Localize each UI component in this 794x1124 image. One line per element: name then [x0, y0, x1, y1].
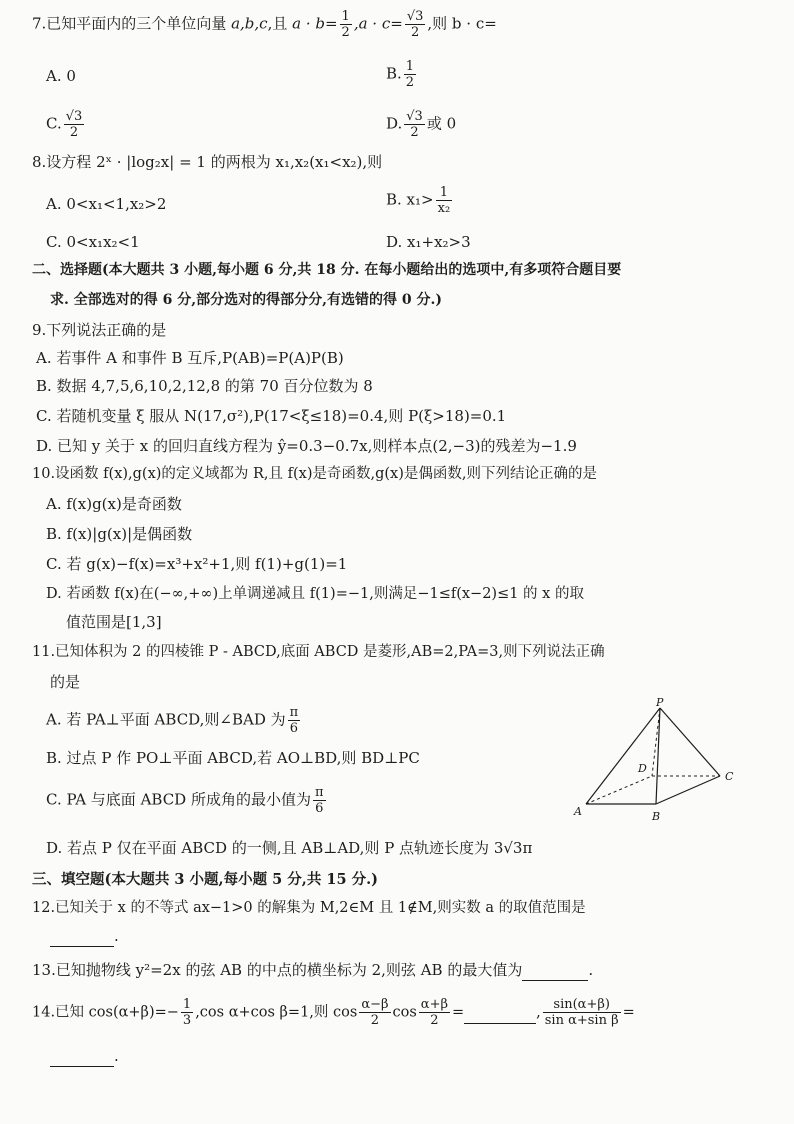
section-2-header-line1: 二、选择题(本大题共 3 小题,每小题 6 分,共 18 分. 在每小题给出的选项中,有多项符合题目要	[32, 262, 622, 278]
q9-stem: 9.下列说法正确的是	[32, 321, 167, 339]
q8-option-a: A. 0<x₁<1,x₂>2	[46, 195, 167, 213]
q8-option-b: B. x₁> $\frac{1}{\text{x₂}}$	[386, 185, 451, 216]
q13-stem: 13.已知抛物线 y²=2x 的弦 AB 的中点的横坐标为 2,则弦 AB 的最大值为 .	[32, 961, 594, 979]
q7-stem-text: 7.已知平面内的三个单位向量	[32, 14, 232, 33]
edge-pc	[660, 708, 720, 776]
q9-option-c: C. 若随机变量 ξ 服从 N(17,σ²),P(17<ξ≤18)=0.4,则 P(ξ>18)=0.1	[36, 407, 507, 425]
q7-option-a: A. 0	[46, 67, 76, 85]
q7-frac-half: $\frac{1}{2}$	[341, 9, 350, 40]
q10-option-d-line2: 值范围是[1,3]	[66, 613, 162, 631]
q7-tail: ,则 b · c=	[427, 14, 497, 33]
q7-ac: ,a · c=	[353, 14, 403, 33]
q12-answer-line: .	[50, 926, 119, 947]
q12-stem: 12.已知关于 x 的不等式 ax−1>0 的解集为 M,2∈M 且 1∉M,则实数 a 的取值范围是	[32, 900, 586, 916]
q9-option-d: D. 已知 y 关于 x 的回归直线方程为 ŷ=0.3−0.7x,则样本点(2,−3)的残差为−1.9	[36, 437, 577, 455]
q14-answer-blank-1[interactable]	[464, 1003, 536, 1024]
q12-answer-blank[interactable]	[50, 926, 114, 947]
label-a: A	[574, 805, 582, 818]
label-c: C	[725, 770, 734, 783]
q11-option-a: A. 若 PA⊥平面 ABCD,则∠BAD 为 $\frac{\pi}{6}$	[46, 705, 299, 736]
q14-answer-line-2: .	[50, 1046, 119, 1067]
q7-vectors: a,b,c	[231, 14, 268, 33]
q7-frac-sqrt3: $\frac{√3}{2}$	[406, 9, 424, 40]
q11-option-c: C. PA 与底面 ABCD 所成角的最小值为 $\frac{\pi}{6}$	[46, 785, 324, 816]
q11-stem-line1: 11.已知体积为 2 的四棱锥 P - ABCD,底面 ABCD 是菱形,AB=2,PA=3,则下列说法正确	[32, 644, 605, 660]
section-2-header-line2: 求. 全部选对的得 6 分,部分选对的得部分分,有选错的得 0 分.)	[50, 292, 442, 308]
q10-option-a: A. f(x)g(x)是奇函数	[46, 495, 182, 513]
q11-stem-line2: 的是	[50, 673, 81, 691]
q10-option-b: B. f(x)|g(x)|是偶函数	[46, 525, 193, 543]
label-p: P	[656, 696, 664, 709]
edge-pa	[586, 708, 660, 804]
q10-option-c: C. 若 g(x)−f(x)=x³+x²+1,则 f(1)+g(1)=1	[46, 555, 348, 573]
q8-stem: 8.设方程 2ˣ · |log₂x| = 1 的两根为 x₁,x₂(x₁<x₂),则	[32, 153, 383, 171]
q7-stem	[32, 10, 497, 39]
section-3-header: 三、填空题(本大题共 3 小题,每小题 5 分,共 15 分.)	[32, 871, 379, 888]
edge-ad	[586, 776, 652, 804]
pyramid-figure	[570, 696, 740, 826]
q10-stem: 10.设函数 f(x),g(x)的定义域都为 R,且 f(x)是奇函数,g(x)是偶函数,则下列结论正确的是	[32, 466, 598, 482]
q14-stem: 14.已知 cos(α+β)=− $\frac{1}{3}$ ,cos α+cos β=1,则 cos $\frac{\alpha-\beta}{2}$ cos $\frac{\alpha+\beta}{2}$ = , $\frac{\sin(\alpha+\beta)}{\text{sin α+sin β}}$ =	[32, 997, 635, 1028]
q9-option-a: A. 若事件 A 和事件 B 互斥,P(AB)=P(A)P(B)	[36, 349, 344, 367]
label-d: D	[638, 762, 647, 775]
q11-option-b: B. 过点 P 作 PO⊥平面 ABCD,若 AO⊥BD,则 BD⊥PC	[46, 749, 420, 767]
q7-ab: a · b=	[292, 14, 338, 33]
q10-option-d-line1: D. 若函数 f(x)在(−∞,+∞)上单调递减且 f(1)=−1,则满足−1≤f(x−2)≤1 的 x 的取	[46, 586, 584, 602]
q14-answer-blank-2[interactable]	[50, 1046, 114, 1067]
q9-option-b: B. 数据 4,7,5,6,10,2,12,8 的第 70 百分位数为 8	[36, 377, 373, 395]
q7-option-b: B. $\frac{1}{2}$	[386, 59, 415, 90]
q8-option-c: C. 0<x₁x₂<1	[46, 233, 140, 251]
q13-answer-blank[interactable]	[522, 960, 588, 981]
q7-option-c: C. $\frac{√3}{2}$	[46, 109, 83, 140]
q7-stem-join: ,且	[267, 14, 293, 33]
q11-option-d: D. 若点 P 仅在平面 ABCD 的一侧,且 AB⊥AD,则 P 点轨迹长度为 3√3π	[46, 839, 533, 857]
label-b: B	[652, 810, 661, 823]
q8-option-d: D. x₁+x₂>3	[386, 233, 471, 251]
edge-bc	[656, 776, 720, 804]
q7-option-d: D. $\frac{√3}{2}$ 或 0	[386, 109, 457, 140]
